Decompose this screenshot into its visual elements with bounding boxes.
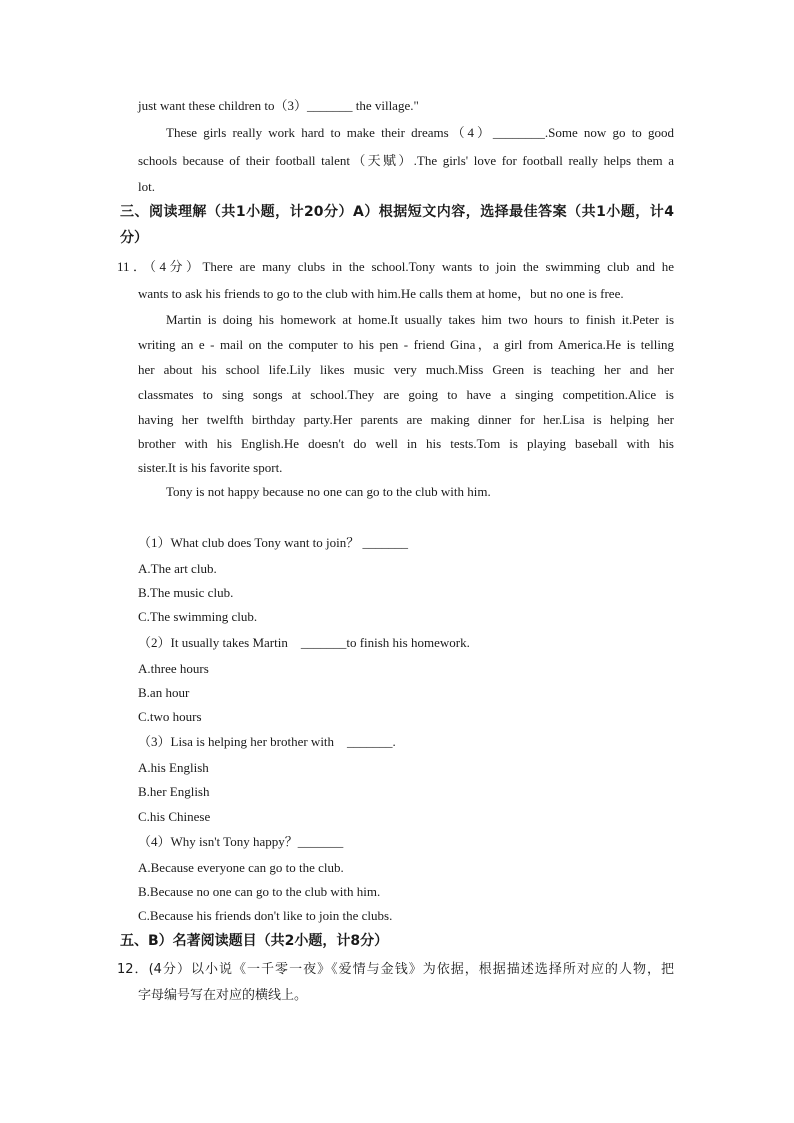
- passage-line: her about his school life.Lily likes music very much.Miss Green is teaching her and her: [138, 362, 674, 377]
- question-title: 12．(4分）以小说《一千零一夜》《爱情与金钱》为依据，根据描述选择所对应的人物，把: [117, 962, 674, 977]
- question-title: 11．（4分）There are many clubs in the school.Tony wants to join the swimming club and he: [117, 259, 674, 274]
- passage-line: brother with his English.He doesn't do well in his tests.Tom is playing baseball with his: [138, 436, 674, 451]
- passage-line: lot.: [138, 179, 155, 194]
- option: A.Because everyone can go to the club.: [138, 860, 344, 875]
- question-text: 字母编号写在对应的横线上。: [138, 988, 308, 1003]
- section-heading: 三、阅读理解（共1小题，计20分）A）根据短文内容，选择最佳答案（共1小题，计4: [120, 204, 674, 220]
- passage-line: having her twelfth birthday party.Her parents are making dinner for her.Lisa is helping her: [138, 412, 674, 427]
- passage-line: Tony is not happy because no one can go to the club with him.: [166, 484, 491, 499]
- option: C.The swimming club.: [138, 609, 258, 624]
- option: C.his Chinese: [138, 809, 211, 824]
- option: B.The music club.: [138, 585, 234, 600]
- passage-line: just want these children to（3）_______ the village.": [138, 98, 419, 113]
- passage-line: classmates to sing songs at school.They are going to have a singing competition.Alice is: [138, 387, 674, 402]
- option: A.his English: [138, 760, 209, 775]
- option: A.The art club.: [138, 561, 217, 576]
- option: A.three hours: [138, 661, 209, 676]
- sub-question: （4）Why isn't Tony happy？_______: [138, 834, 344, 849]
- option: B.an hour: [138, 685, 190, 700]
- option: B.Because no one can go to the club with him.: [138, 884, 381, 899]
- section-heading: 分）: [120, 230, 148, 246]
- sub-question: （1）What club does Tony want to join？ _______: [138, 535, 409, 550]
- option: C.two hours: [138, 709, 202, 724]
- passage-line: writing an e - mail on the computer to his pen - friend Gina，a girl from America.He is telling: [138, 337, 674, 352]
- passage-line: Martin is doing his homework at home.It usually takes him two hours to finish it.Peter is: [166, 312, 674, 327]
- sub-question: （2）It usually takes Martin _______to finish his homework.: [138, 635, 470, 650]
- sub-question: （3）Lisa is helping her brother with _______.: [138, 734, 396, 749]
- passage-line: schools because of their football talent（天赋）.The girls' love for football really helps them a: [138, 153, 674, 168]
- option: B.her English: [138, 784, 210, 799]
- passage-line: sister.It is his favorite sport.: [138, 460, 283, 475]
- passage-line: wants to ask his friends to go to the club with him.He calls them at home，but no one is free.: [138, 286, 624, 301]
- passage-line: These girls really work hard to make their dreams（4）________.Some now go to good: [166, 125, 674, 140]
- section-heading: 五、B）名著阅读题目（共2小题，计8分）: [120, 933, 389, 949]
- option: C.Because his friends don't like to join the clubs.: [138, 908, 393, 923]
